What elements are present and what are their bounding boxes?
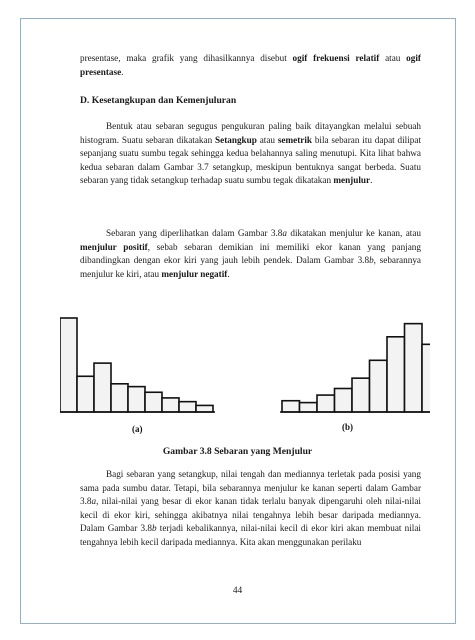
section-heading: D. Kesetangkupan dan Kemenjuluran (80, 95, 237, 106)
paragraph-setangkup: Bentuk atau sebaran segugus pengukuran paling baik ditayangkan melalui sebuah histogram. Suatu sebaran dikatakan Setangkup atau semetrik bila sebaran itu dapat dilipat sepanjang suatu sumbu tegak sehingga kedua belahannya saling menutupi. Kita lihat bahwa kedua sebaran dalam Gambar 3.7 setangkup, meskipun bentuknya sangat berbeda. Suatu sebaran yang tidak setangkup terhadap suatu sumbu tegak dikatakan menjulur. (80, 121, 421, 186)
histogram-a-bar-1 (60, 318, 77, 412)
histogram-b-bar-6 (370, 360, 388, 412)
figure-caption: Gambar 3.8 Sebaran yang Menjulur (162, 446, 313, 457)
histogram-a-bar-9 (196, 405, 213, 412)
histogram-image (60, 308, 430, 438)
histogram-b-bar-1 (282, 401, 300, 412)
paragraph-menjulur: Sebaran yang diperlihatkan dalam Gambar 3.8a dikatakan menjulur ke kanan, atau menjulur positif, sebab sebaran demikian ini memiliki ekor kanan yang panjang dibandingkan dengan ekor kiri yang jauh lebih pendek. Dalam Gambar 3.8b, sebarannya menjulur ke kiri, atau menjulur negatif. (80, 228, 421, 279)
histogram-a-bar-5 (128, 387, 145, 412)
histogram-a-bar-3 (94, 363, 111, 412)
histogram-b-bar-5 (352, 378, 370, 412)
histogram-b-bar-7 (387, 337, 405, 412)
histogram-b-bar-4 (335, 389, 353, 413)
skewed-histograms-figure (60, 308, 430, 438)
paragraph-nilai-tengah: Bagi sebaran yang setangkup, nilai tengah dan mediannya terletak pada posisi yang sama pada sumbu datar. Tetapi, bila sebarannya menjulur ke kanan seperti dalam Gambar 3.8a, nilai-nilai yang besar di ekor kanan tidak terlalu banyak dipengaruhi oleh nilai-nilai kecil di ekor kiri, sehingga akibatnya nilai tengahnya lebih besar daripada mediannya. Dalam Gambar 3.8b terjadi kebalikannya, nilai-nilai kecil di ekor kiri akan membuat nilai tengahnya lebih kecil daripada mediannya. Kita akan menggunakan perilaku (80, 469, 421, 547)
histogram-b-bar-8 (405, 324, 423, 412)
histogram-a-bar-4 (111, 384, 128, 412)
histogram-a (60, 318, 215, 412)
histogram-a-bar-7 (162, 398, 179, 412)
histogram-b-bar-9 (422, 344, 430, 412)
histogram-a-bar-2 (77, 376, 94, 412)
histogram-b-bar-3 (317, 395, 335, 412)
label-b: (b) (342, 422, 353, 432)
histogram-a-bar-6 (145, 392, 162, 412)
histogram-b-bar-2 (300, 403, 318, 412)
histogram-a-bar-8 (179, 402, 196, 412)
page-number: 44 (232, 586, 243, 596)
label-a: (a) (132, 424, 143, 434)
histogram-b (280, 324, 430, 412)
paragraph-ogif: presentase, maka grafik yang dihasilkannya disebut ogif frekuensi relatif atau ogif presentase. (80, 53, 421, 77)
